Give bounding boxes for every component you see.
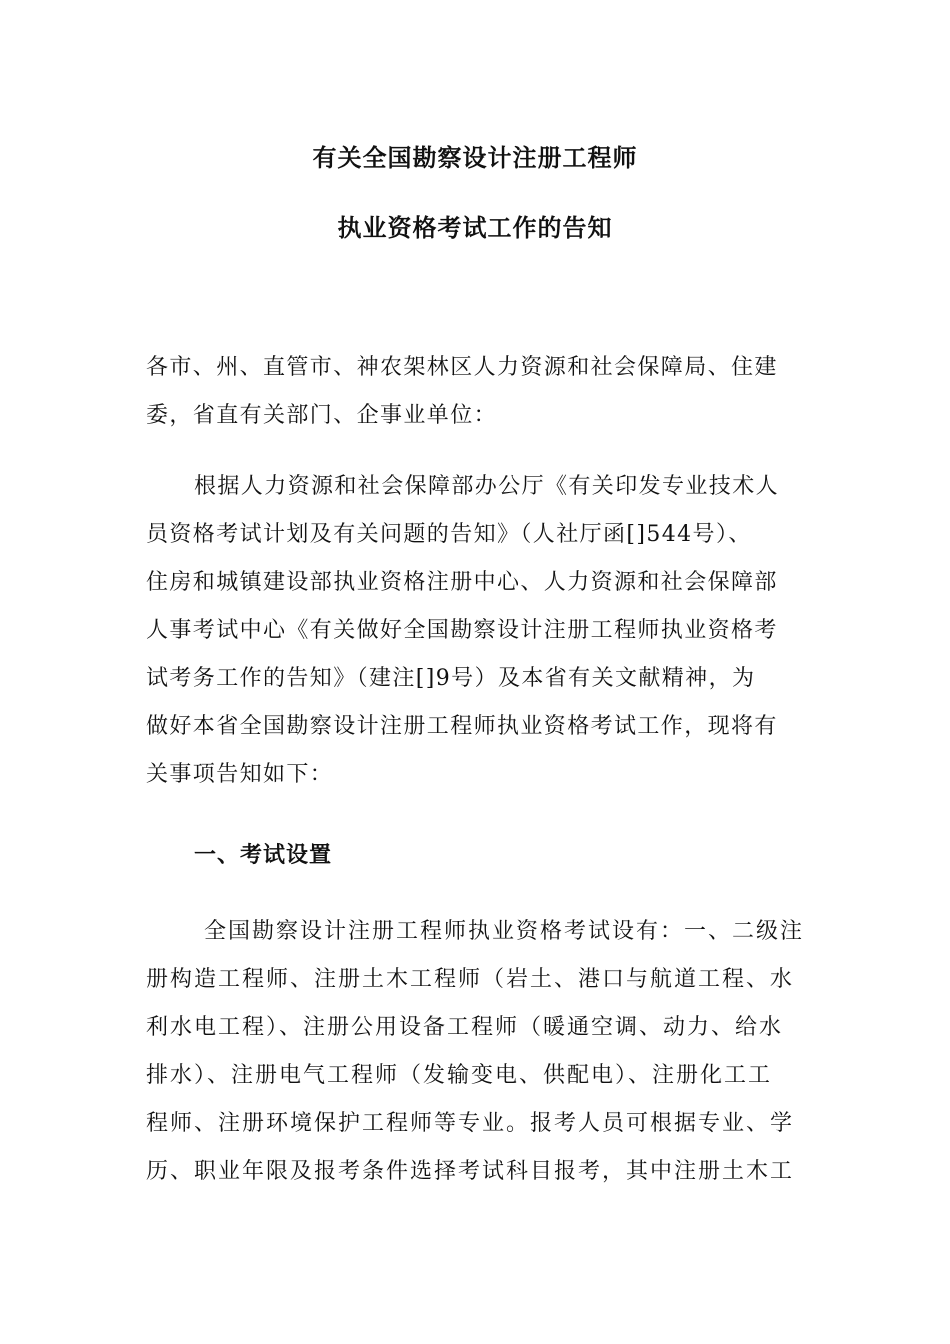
paragraph-line: 试考务工作的告知》（建注[]9号）及本省有关文献精神，为 (146, 666, 756, 691)
paragraph-line: 程师、注册环境保护工程师等专业。报考人员可根据专业、学 (146, 1111, 795, 1136)
section-heading-exam-setup: 一、考试设置 (194, 843, 333, 868)
greeting-paragraph (146, 344, 806, 440)
paragraph-line: 全国勘察设计注册工程师执业资格考试设有：一、二级注 (204, 919, 805, 944)
paragraph-line: 历、职业年限及报考条件选择考试科目报考，其中注册土木工 (146, 1159, 795, 1184)
document-title-line-2: 执业资格考试工作的告知 (337, 214, 613, 242)
paragraph-line: 根据人力资源和社会保障部办公厅《有关印发专业技术人 (194, 474, 780, 499)
paragraph-line: 排水）、注册电气工程师（发输变电、供配电）、注册化工工 (146, 1063, 773, 1088)
basis-paragraph (146, 463, 806, 799)
paragraph-line: 员资格考试计划及有关问题的告知》（人社厅函[]544号）、 (146, 522, 752, 547)
paragraph-line: 利水电工程）、注册公用设备工程师（暖通空调、动力、给水 (146, 1015, 784, 1040)
paragraph-line: 人事考试中心《有关做好全国勘察设计注册工程师执业资格考 (146, 618, 778, 643)
document-title-line-1: 有关全国勘察设计注册工程师 (312, 144, 638, 172)
paragraph-line: 委，省直有关部门、企事业单位： (146, 403, 498, 428)
paragraph-line: 做好本省全国勘察设计注册工程师执业资格考试工作，现将有 (146, 714, 778, 739)
paragraph-line: 各市、州、直管市、神农架林区人力资源和社会保障局、住建 (146, 355, 778, 380)
exam-setup-paragraph (146, 908, 816, 1196)
paragraph-line: 关事项告知如下： (146, 762, 334, 787)
paragraph-line: 住房和城镇建设部执业资格注册中心、人力资源和社会保障部 (146, 570, 778, 595)
paragraph-line: 册构造工程师、注册土木工程师（岩土、港口与航道工程、水 (146, 967, 795, 992)
